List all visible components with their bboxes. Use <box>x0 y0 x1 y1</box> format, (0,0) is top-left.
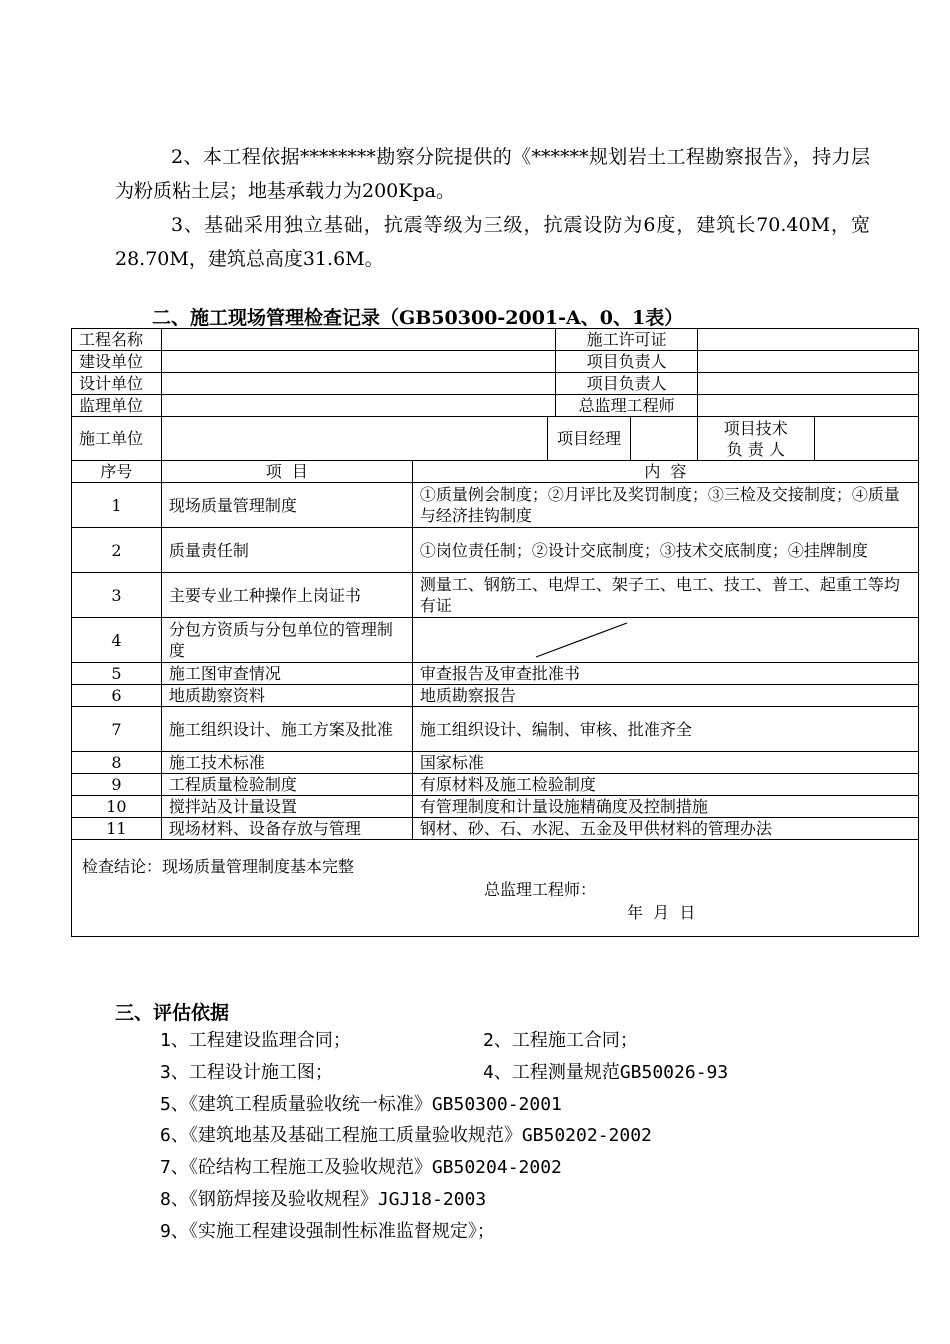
row-item: 分包方资质与分包单位的管理制度 <box>161 618 412 663</box>
basis-item-left: 1、工程建设监理合同； <box>160 1030 351 1051</box>
row-item: 工程质量检验制度 <box>161 774 412 796</box>
label-cell: 施工许可证 <box>556 329 698 351</box>
section-2-title: 二、施工现场管理检查记录（GB50300-2001-A、0、1表） <box>152 307 684 329</box>
row-content: 钢材、砂、石、水泥、五金及甲供材料的管理办法 <box>412 818 918 840</box>
basis-item-left: 6、《建筑地基及基础工程施工质量验收规范》GB50202-2002 <box>160 1125 652 1146</box>
row-no: 5 <box>72 663 162 685</box>
basis-item <box>160 1029 638 1053</box>
table-row <box>72 774 919 796</box>
row-no: 3 <box>72 573 162 618</box>
basis-item-right: 2、工程施工合同； <box>483 1030 638 1051</box>
basis-item-left: 7、《砼结构工程施工及验收规范》GB50204-2002 <box>160 1157 562 1178</box>
basis-item-right: 4、工程测量规范GB50026-93 <box>483 1062 729 1083</box>
value-cell <box>697 329 918 351</box>
row-no: 10 <box>72 796 162 818</box>
row-content: 有原材料及施工检验制度 <box>412 774 918 796</box>
table-row <box>72 618 919 663</box>
basis-item <box>160 1188 486 1212</box>
header-row <box>72 329 919 351</box>
site-management-check-table <box>71 328 919 937</box>
table-row <box>72 707 919 752</box>
header-row <box>72 395 919 417</box>
row-item: 地质勘察资料 <box>161 685 412 707</box>
tech-lead-label <box>697 417 814 461</box>
table-row <box>72 796 919 818</box>
basis-item-left: 3、工程设计施工图； <box>160 1062 333 1083</box>
basis-item-left: 5、《建筑工程质量验收统一标准》GB50300-2001 <box>160 1094 562 1115</box>
row-no: 7 <box>72 707 162 752</box>
basis-item-left: 8、《钢筋焊接及验收规程》JGJ18-2003 <box>160 1189 487 1210</box>
row-content: 有管理制度和计量设施精确度及控制措施 <box>412 796 918 818</box>
label-cell: 项目负责人 <box>556 373 698 395</box>
basis-item <box>160 1061 729 1085</box>
project-manager-label: 项目经理 <box>548 417 631 461</box>
not-applicable-slash-mark <box>413 619 743 661</box>
column-header-no: 序号 <box>72 461 162 483</box>
table-row <box>72 663 919 685</box>
tech-lead-label-line2: 负 责 人 <box>726 439 785 459</box>
row-item: 主要专业工种操作上岗证书 <box>161 573 412 618</box>
row-content-slash <box>412 618 918 663</box>
basis-item <box>160 1093 562 1117</box>
table-row <box>72 752 919 774</box>
label-cell: 建设单位 <box>72 351 162 373</box>
row-no: 8 <box>72 752 162 774</box>
row-item: 现场材料、设备存放与管理 <box>161 818 412 840</box>
column-header-row <box>72 461 919 483</box>
project-manager-value <box>630 417 697 461</box>
chief-supervisor-signature-label: 总监理工程师： <box>484 880 597 899</box>
value-cell <box>697 373 918 395</box>
row-content: 地质勘察报告 <box>412 685 918 707</box>
intro-paragraph-2 <box>115 140 870 208</box>
conclusion-text: 检查结论：现场质量管理制度基本完整 <box>82 857 355 876</box>
row-item: 搅拌站及计量设置 <box>161 796 412 818</box>
table-row <box>72 573 919 618</box>
conclusion-cell <box>72 840 919 937</box>
construction-unit-value <box>161 417 547 461</box>
table-row <box>72 483 919 528</box>
conclusion-date: 年 月 日 <box>627 903 696 922</box>
row-content: ①质量例会制度；②月评比及奖罚制度；③三检及交接制度；④质量与经济挂钩制度 <box>412 483 918 528</box>
row-no: 6 <box>72 685 162 707</box>
header-row <box>72 351 919 373</box>
row-content: ①岗位责任制；②设计交底制度；③技术交底制度；④挂牌制度 <box>412 528 918 573</box>
intro-paragraph-3 <box>115 208 870 276</box>
row-content: 国家标准 <box>412 752 918 774</box>
conclusion-row <box>72 840 919 937</box>
row-content: 测量工、钢筋工、电焊工、架子工、电工、技工、普工、起重工等均有证 <box>412 573 918 618</box>
table-row <box>72 818 919 840</box>
value-cell <box>161 395 556 417</box>
value-cell <box>161 351 556 373</box>
row-item: 施工图审查情况 <box>161 663 412 685</box>
table-row <box>72 528 919 573</box>
column-header-item: 项 目 <box>161 461 412 483</box>
column-header-content: 内 容 <box>412 461 918 483</box>
basis-item <box>160 1220 495 1244</box>
row-content: 施工组织设计、编制、审核、批准齐全 <box>412 707 918 752</box>
value-cell <box>697 351 918 373</box>
label-cell: 设计单位 <box>72 373 162 395</box>
label-cell: 工程名称 <box>72 329 162 351</box>
label-cell: 总监理工程师 <box>556 395 698 417</box>
value-cell <box>161 329 556 351</box>
row-no: 4 <box>72 618 162 663</box>
construction-unit-label: 施工单位 <box>72 417 162 461</box>
value-cell <box>697 395 918 417</box>
label-cell: 项目负责人 <box>556 351 698 373</box>
header-row <box>72 373 919 395</box>
basis-item-left: 9、《实施工程建设强制性标准监督规定》； <box>160 1221 495 1242</box>
row-no: 9 <box>72 774 162 796</box>
label-cell: 监理单位 <box>72 395 162 417</box>
row-no: 11 <box>72 818 162 840</box>
tech-lead-label-line1: 项目技术 <box>723 418 788 438</box>
basis-item <box>160 1124 652 1148</box>
intro-paragraph-2-text: 2、本工程依据********勘察分院提供的《******规划岩土工程勘察报告》，持力层为粉质粘土层；地基承载力为200Kpa。 <box>115 146 870 202</box>
construction-unit-row <box>72 417 919 461</box>
value-cell <box>161 373 556 395</box>
row-item: 施工技术标准 <box>161 752 412 774</box>
row-item: 现场质量管理制度 <box>161 483 412 528</box>
row-content: 审查报告及审查批准书 <box>412 663 918 685</box>
row-no: 1 <box>72 483 162 528</box>
intro-paragraph-3-text: 3、基础采用独立基础，抗震等级为三级，抗震设防为6度，建筑长70.40M，宽28.70M，建筑总高度31.6M。 <box>115 214 870 270</box>
basis-item <box>160 1156 562 1180</box>
row-no: 2 <box>72 528 162 573</box>
table-row <box>72 685 919 707</box>
row-item: 质量责任制 <box>161 528 412 573</box>
row-item: 施工组织设计、施工方案及批准 <box>161 707 412 752</box>
tech-lead-value <box>814 417 918 461</box>
section-3-title: 三、评估依据 <box>115 1002 230 1024</box>
